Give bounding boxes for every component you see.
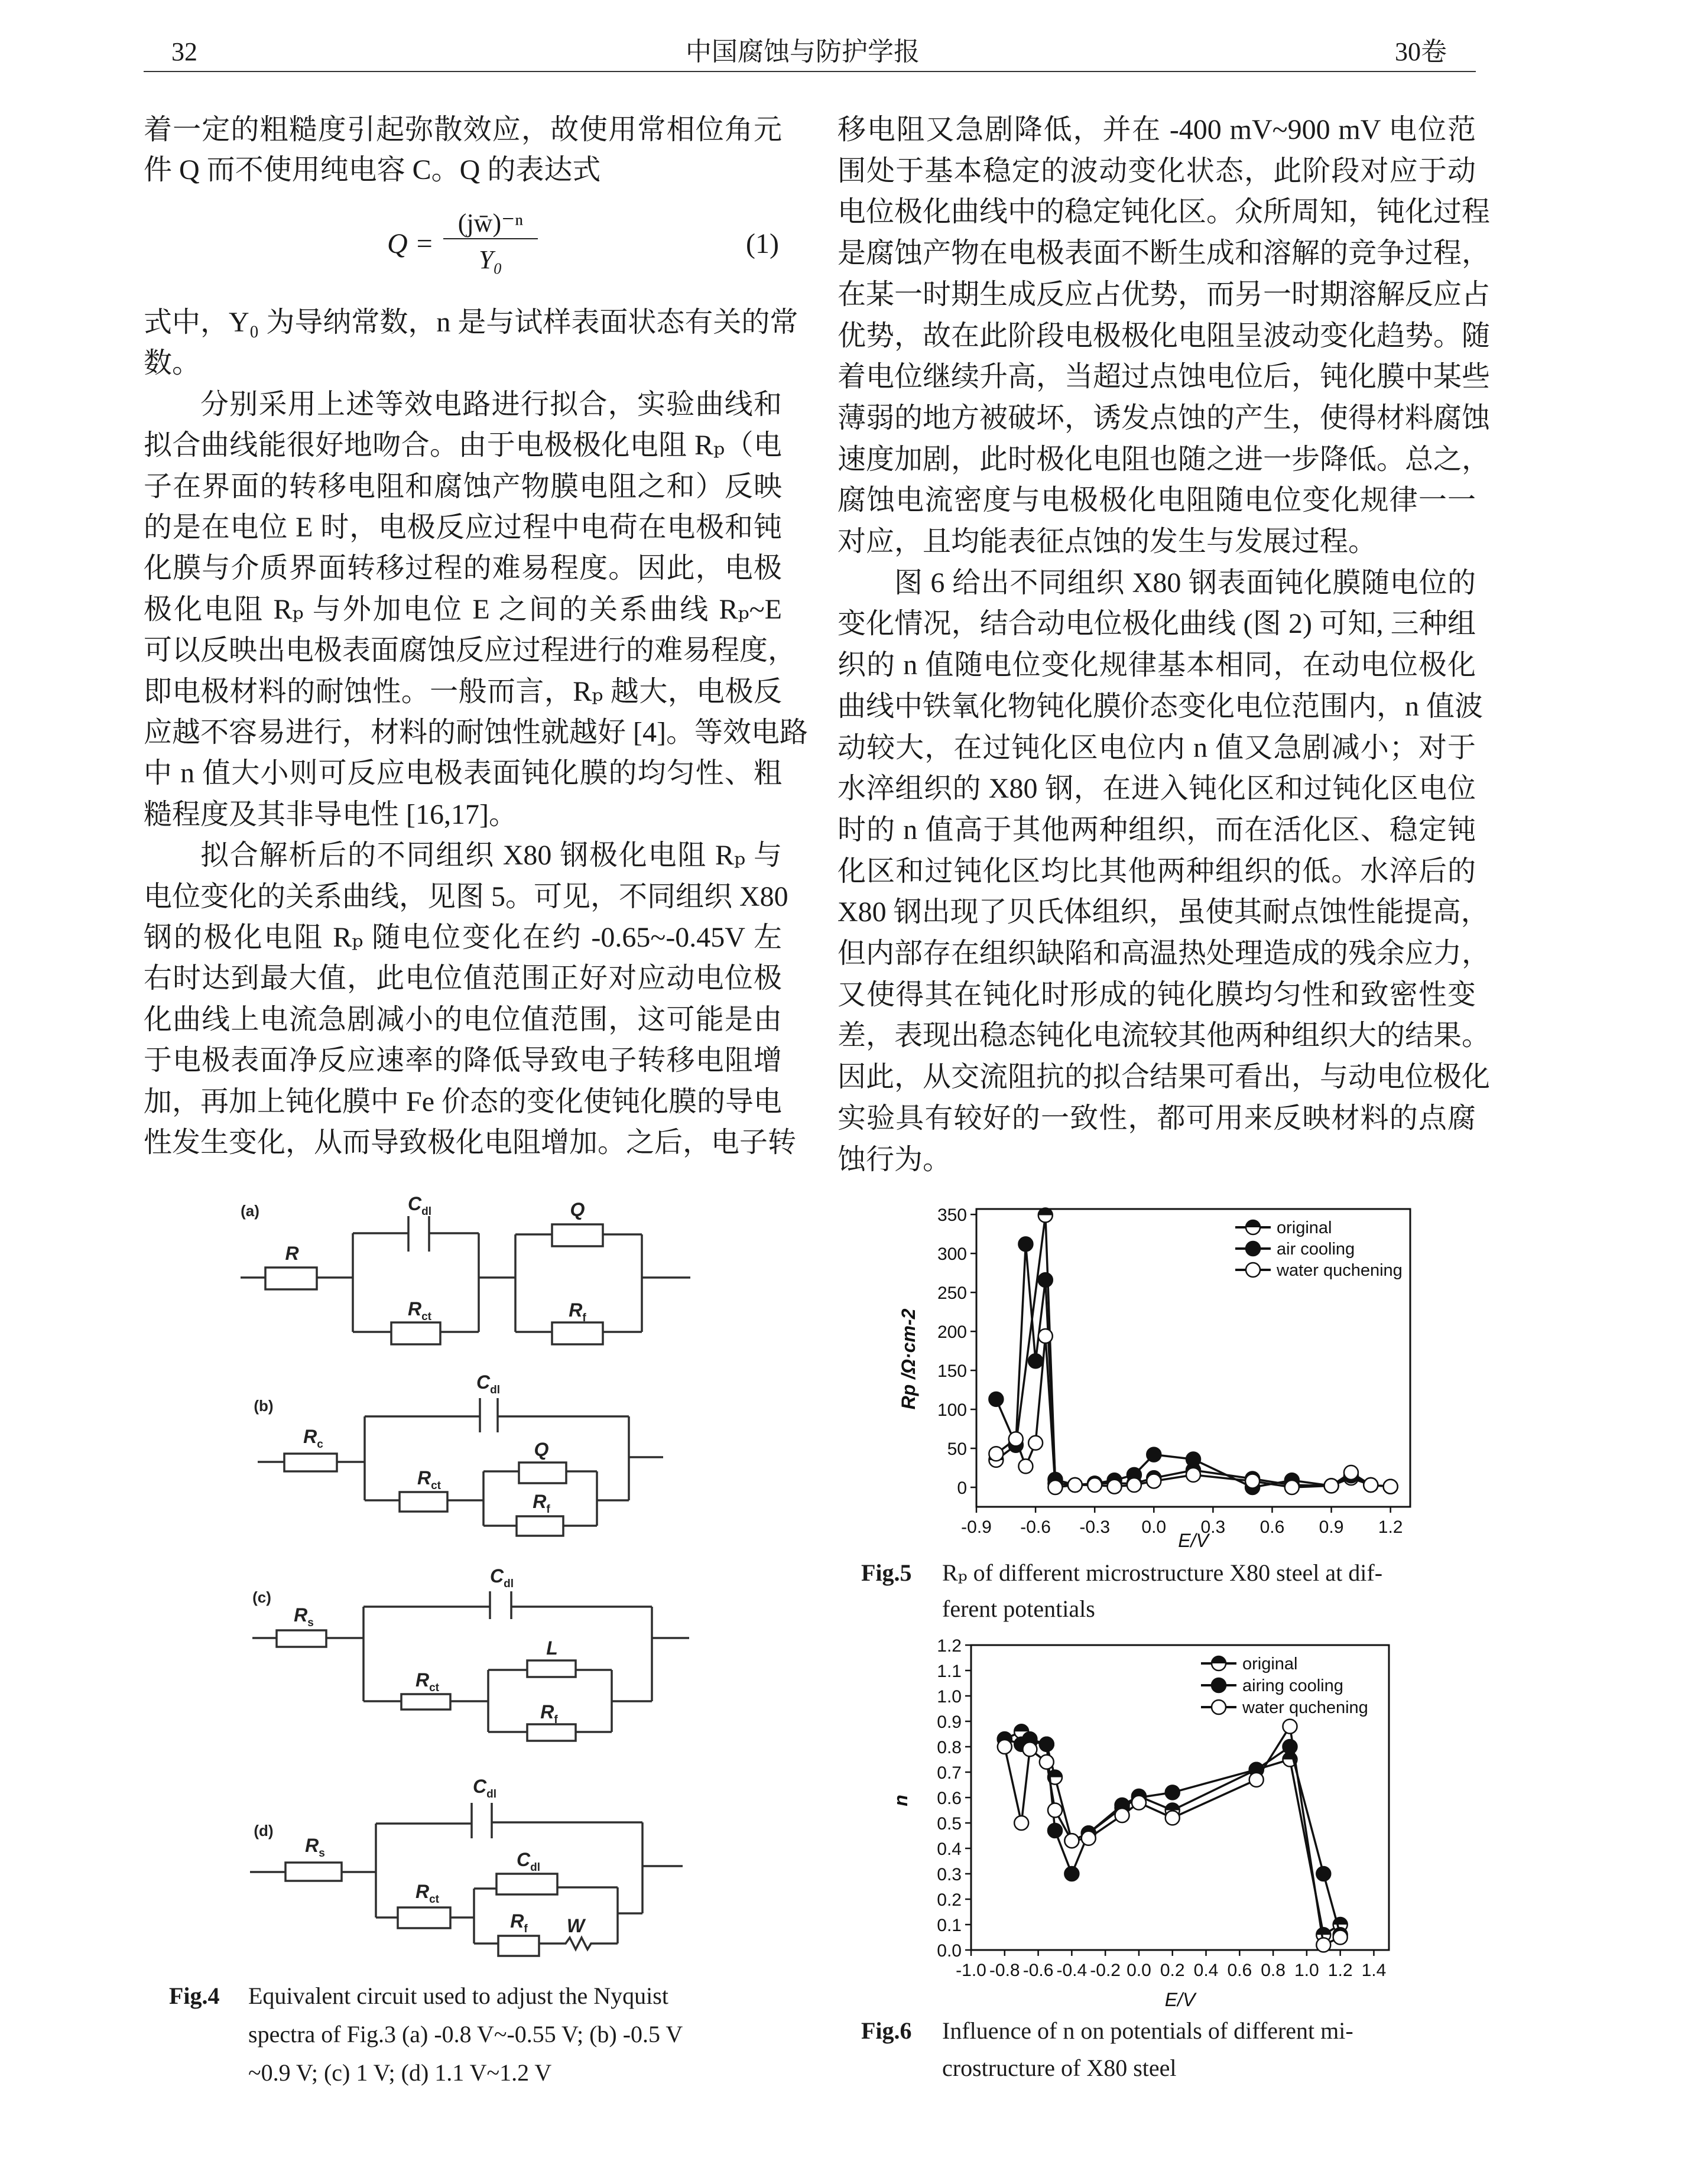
text-line: 实验具有较好的一致性，都可用来反映材料的点腐 — [837, 1102, 1476, 1134]
panel-label: (d) — [254, 1822, 274, 1840]
data-point — [1082, 1831, 1096, 1845]
x-tick-label: 0.8 — [1261, 1961, 1286, 1980]
x-tick-label: 0.6 — [1227, 1961, 1252, 1980]
text-line: 水淬组织的 X80 钢，在进入钝化区和过钝化区电位 — [837, 773, 1476, 805]
data-point — [1147, 1474, 1161, 1488]
label-subscript: s — [319, 1847, 325, 1860]
text-line: 图 6 给出不同组织 X80 钢表面钝化膜随电位的 — [894, 567, 1476, 599]
chart-5 — [898, 1205, 1410, 1551]
data-point — [1040, 1755, 1054, 1769]
text-line: 拟合曲线能很好地吻合。由于电极极化电阻 Rₚ（电 — [144, 430, 782, 462]
data-point — [1186, 1468, 1200, 1482]
label-main: R — [417, 1467, 431, 1488]
label-main: C — [490, 1565, 504, 1587]
data-point — [1384, 1480, 1398, 1494]
data-point — [1212, 1678, 1226, 1692]
label-main: R — [540, 1701, 554, 1722]
label-main: R — [415, 1669, 430, 1691]
data-point — [1048, 1480, 1062, 1494]
x-tick-label: -0.2 — [1090, 1961, 1121, 1980]
y-tick-label: 350 — [937, 1205, 967, 1226]
legend-item — [1235, 1261, 1403, 1280]
data-point — [1127, 1478, 1141, 1492]
label-main: R — [305, 1835, 319, 1856]
fig6-caption-line: crostructure of X80 steel — [942, 2055, 1177, 2081]
x-tick-label: -0.6 — [1022, 1961, 1054, 1980]
text-line: 的是在电位 E 时，电极反应过程中电荷在电极和钝 — [144, 512, 782, 543]
equation-lhs: Q = — [387, 228, 434, 259]
legend-label: original — [1277, 1218, 1332, 1237]
data-point — [1212, 1700, 1226, 1714]
label-subscript: f — [524, 1923, 528, 1935]
y-tick-label: 300 — [937, 1244, 967, 1265]
data-point — [1245, 1474, 1259, 1488]
equation-number: (1) — [746, 228, 779, 259]
y-tick-label: 50 — [947, 1439, 967, 1460]
label-subscript: ct — [431, 1480, 442, 1492]
data-point — [1038, 1329, 1053, 1343]
x-axis-label: E/V — [1164, 1989, 1196, 2010]
y-tick-label: 0.4 — [937, 1840, 962, 1859]
data-point — [1068, 1478, 1082, 1492]
data-point — [1364, 1478, 1378, 1492]
text-line: 但内部存在组织缺陷和高温热处理造成的残余应力， — [837, 938, 1491, 969]
y-tick-label: 0.9 — [937, 1712, 962, 1732]
text-line: 薄弱的地方被破坏，诱发点蚀的产生，使得材料腐蚀 — [837, 402, 1491, 434]
legend-item — [1201, 1698, 1368, 1717]
data-point — [1018, 1237, 1033, 1251]
data-point — [1333, 1930, 1348, 1945]
data-point — [1283, 1720, 1297, 1734]
legend-label: water quchening — [1242, 1698, 1368, 1717]
text-line: 子在界面的转移电阻和腐蚀产物膜电阻之和）反映 — [144, 470, 782, 502]
x-tick-label: 0.3 — [1200, 1517, 1226, 1537]
label-main: L — [546, 1637, 558, 1659]
label-main: R — [303, 1426, 317, 1447]
fig4-caption-line: Equivalent circuit used to adjust the Nyquist — [248, 1982, 668, 2009]
equation-denominator: Y₀ — [479, 245, 502, 274]
panel-label: (b) — [254, 1397, 274, 1415]
page-number: 32 — [171, 37, 197, 66]
fig6-caption-label: Fig.6 — [861, 2017, 912, 2044]
text-line: 极化电阻 Rₚ 与外加电位 E 之间的关系曲线 Rₚ~E — [144, 593, 782, 625]
panel-label: (c) — [252, 1588, 271, 1606]
x-tick-label: 1.2 — [1378, 1517, 1403, 1537]
data-point — [1028, 1436, 1043, 1450]
journal-title: 中国腐蚀与防护学报 — [686, 37, 920, 66]
text-line: 因此，从交流阻抗的拟合结果可看出，与动电位极化 — [837, 1061, 1491, 1093]
fig4-caption-line: ~0.9 V; (c) 1 V; (d) 1.1 V~1.2 V — [248, 2059, 552, 2086]
text-line: 着电位继续升高，当超过点蚀电位后，钝化膜中某些 — [837, 361, 1491, 393]
data-point — [1246, 1263, 1260, 1277]
text-line: 蚀行为。 — [837, 1143, 952, 1175]
text-line: 糙程度及其非导电性 [16,17]。 — [144, 798, 517, 830]
volume-label: 30卷 — [1395, 37, 1447, 66]
data-point — [1166, 1785, 1180, 1799]
data-point — [1028, 1354, 1043, 1368]
label-main: Q — [534, 1439, 549, 1460]
fig4-caption-line: spectra of Fig.3 (a) -0.8 V~-0.55 V; (b) -0.5 V — [248, 2021, 683, 2048]
x-tick-label: 0.0 — [1127, 1961, 1151, 1980]
data-point — [1246, 1242, 1260, 1256]
y-tick-label: 0.7 — [937, 1763, 962, 1783]
text-line: 差，表现出稳态钝化电流较其他两种组织大的结果。 — [837, 1020, 1491, 1052]
label-subscript: ct — [429, 1893, 440, 1906]
fig6-caption-line: Influence of n on potentials of different mi- — [942, 2017, 1353, 2044]
y-tick-label: 0.5 — [937, 1814, 962, 1834]
fig5-caption-label: Fig.5 — [861, 1559, 912, 1586]
text-line: 式中，Y₀ 为导纳常数，n 是与试样表面状态有关的常 — [144, 307, 798, 338]
data-point — [1018, 1459, 1033, 1473]
fig5-caption-line: Rₚ of different microstructure X80 steel at dif- — [942, 1559, 1383, 1586]
label-subscript: c — [317, 1438, 323, 1451]
text-line: 性发生变化，从而导致极化电阻增加。之后，电子转 — [144, 1127, 797, 1158]
legend-item — [1201, 1655, 1298, 1673]
text-line: X80 钢出现了贝氏体组织，虽使其耐点蚀性能提高， — [837, 896, 1489, 928]
legend-label: water quchening — [1277, 1261, 1403, 1280]
text-line: 化膜与介质界面转移过程的难易程度。因此，电极 — [144, 552, 782, 584]
x-axis-label: E/V — [1178, 1530, 1209, 1551]
text-line: 化区和过钝化区均比其他两种组织的低。水淬后的 — [837, 855, 1476, 887]
data-point — [1048, 1824, 1062, 1838]
x-tick-label: 1.2 — [1327, 1961, 1353, 1980]
y-tick-label: 1.0 — [937, 1687, 962, 1707]
text-line: 腐蚀电流密度与电极极化电阻随电位变化规律一一 — [837, 485, 1476, 516]
data-point — [1009, 1432, 1023, 1446]
legend-item — [1235, 1218, 1332, 1237]
label-main: R — [415, 1881, 430, 1902]
text-line: 着一定的粗糙度引起弥散效应，故使用常相位角元 — [144, 114, 782, 145]
data-point — [998, 1740, 1012, 1754]
y-tick-label: 200 — [937, 1322, 967, 1343]
data-point — [1064, 1834, 1079, 1848]
data-point — [1038, 1273, 1053, 1287]
y-tick-label: 0.2 — [937, 1890, 962, 1910]
text-line: 动较大，在过钝化区电位内 n 值又急剧减小；对于 — [837, 732, 1476, 763]
text-line: 曲线中铁氧化物钝化膜价态变化电位范围内，n 值波 — [837, 690, 1484, 722]
y-tick-label: 250 — [937, 1283, 967, 1304]
equation-numerator: (jw̄)⁻ⁿ — [443, 208, 538, 239]
text-line: 可以反映出电极表面腐蚀反应过程进行的难易程度， — [144, 635, 797, 667]
data-point — [989, 1392, 1003, 1406]
text-line: 加，再加上钝化膜中 Fe 价态的变化使钝化膜的导电 — [144, 1086, 783, 1117]
text-line: 织的 n 值随电位变化规律基本相同，在动电位极化 — [837, 649, 1476, 681]
data-point — [1283, 1740, 1297, 1754]
data-point — [1285, 1480, 1299, 1494]
data-point — [1014, 1816, 1028, 1830]
y-tick-label: 0.8 — [937, 1738, 962, 1757]
x-tick-label: 0.9 — [1319, 1517, 1344, 1537]
x-tick-label: -0.8 — [989, 1961, 1020, 1980]
label-subscript: ct — [429, 1682, 440, 1694]
data-point — [1186, 1452, 1200, 1467]
text-line: 于电极表面净反应速率的降低导致电子转移电阻增 — [144, 1045, 782, 1077]
data-point — [1344, 1465, 1358, 1480]
label-main: R — [294, 1604, 308, 1626]
data-point — [1325, 1478, 1339, 1493]
y-tick-label: 0.3 — [937, 1865, 962, 1884]
text-line: 电位极化曲线中的稳定钝化区。众所周知，钝化过程 — [837, 196, 1491, 228]
y-tick-label: 1.2 — [937, 1636, 962, 1656]
x-tick-label: -0.9 — [961, 1517, 992, 1537]
data-point — [1115, 1808, 1129, 1822]
data-point — [989, 1447, 1003, 1461]
text-line: 中 n 值大小则可反应电极表面钝化膜的均匀性、粗 — [144, 758, 782, 789]
x-tick-label: 1.4 — [1361, 1961, 1387, 1980]
data-point — [1048, 1803, 1062, 1818]
fig5-caption-line: ferent potentials — [942, 1595, 1095, 1622]
y-tick-label: 0 — [957, 1478, 967, 1499]
label-main: C — [476, 1372, 491, 1393]
text-line: 时的 n 值高于其他两种组织，而在活化区、稳定钝 — [837, 814, 1476, 846]
label-subscript: s — [307, 1617, 314, 1629]
text-line: 右时达到最大值，此电位值范围正好对应动电位极 — [144, 963, 782, 994]
x-tick-label: 0.6 — [1259, 1517, 1285, 1537]
label-main: R — [533, 1491, 547, 1512]
y-tick-label: 0.1 — [937, 1916, 962, 1935]
fig5-caption — [861, 1555, 912, 1591]
text-line: 应越不容易进行，材料的耐蚀性就越好 [4]。等效电路 — [144, 717, 808, 748]
legend-label: air cooling — [1277, 1240, 1355, 1259]
data-point — [1316, 1867, 1330, 1881]
label-subscript: dl — [421, 1205, 431, 1218]
series-line — [996, 1244, 1390, 1487]
text-line: 对应，且均能表征点蚀的发生与发展过程。 — [837, 526, 1377, 557]
fig6-caption — [861, 2013, 912, 2049]
x-tick-label: -0.4 — [1056, 1961, 1088, 1980]
y-tick-label: 0.0 — [937, 1941, 962, 1961]
data-point — [1108, 1480, 1122, 1494]
text-line: 电位变化的关系曲线，见图 5。可见，不同组织 X80 — [144, 880, 788, 912]
data-point — [1132, 1796, 1146, 1810]
text-line: 变化情况，结合动电位极化曲线 (图 2) 可知, 三种组 — [837, 608, 1476, 640]
x-tick-label: 0.2 — [1160, 1961, 1185, 1980]
legend-item — [1201, 1676, 1343, 1695]
label-main: C — [408, 1194, 422, 1214]
label-subscript: f — [546, 1503, 550, 1516]
text-line: 即电极材料的耐蚀性。一般而言，Rₚ 越大，电极反 — [144, 675, 782, 707]
text-line: 围处于基本稳定的波动变化状态，此阶段对应于动 — [837, 155, 1476, 187]
legend-label: original — [1242, 1655, 1298, 1673]
label-subscript: dl — [530, 1861, 540, 1874]
text-line: 速度加剧，此时极化电阻也随之进一步降低。总之， — [837, 443, 1491, 475]
label-main: C — [473, 1776, 487, 1797]
data-point — [1088, 1478, 1102, 1492]
text-line: 优势，故在此阶段电极极化电阻呈波动变化趋势。随 — [837, 320, 1491, 352]
x-tick-label: -0.3 — [1079, 1517, 1111, 1537]
y-tick-label: 100 — [937, 1400, 967, 1421]
data-point — [1166, 1811, 1180, 1825]
y-tick-label: 1.1 — [937, 1662, 962, 1681]
text-line: 数。 — [144, 347, 201, 379]
x-tick-label: 0.4 — [1193, 1961, 1219, 1980]
y-tick-label: 0.6 — [937, 1789, 962, 1808]
text-line: 在某一时期生成反应占优势，而另一时期溶解反应占 — [837, 278, 1491, 310]
label-subscript: dl — [490, 1384, 500, 1396]
panel-label: (a) — [241, 1202, 259, 1220]
text-line: 化曲线上电流急剧减小的电位值范围，这可能是由 — [144, 1003, 782, 1035]
data-point — [1249, 1773, 1264, 1787]
y-axis-label: Rp /Ω·cm-2 — [898, 1308, 919, 1410]
text-line: 件 Q 而不使用纯电容 C。Q 的表达式 — [144, 154, 601, 186]
label-main: R — [285, 1243, 299, 1264]
text-line: 钢的极化电阻 Rₚ 随电位变化在约 -0.65~-0.45V 左 — [144, 922, 782, 953]
chart-6 — [890, 1636, 1389, 2010]
label-subscript: f — [554, 1714, 558, 1726]
legend-label: airing cooling — [1242, 1676, 1343, 1695]
data-point — [1064, 1867, 1079, 1881]
label-main: R — [569, 1299, 583, 1321]
data-point — [1316, 1938, 1330, 1952]
data-point — [1147, 1448, 1161, 1462]
x-tick-label: -0.6 — [1020, 1517, 1051, 1537]
fig4-caption-label: Fig.4 — [169, 1982, 220, 2009]
label-main: R — [510, 1910, 524, 1932]
label-subscript: ct — [421, 1311, 432, 1323]
label-subscript: dl — [486, 1788, 496, 1800]
x-tick-label: 1.0 — [1294, 1961, 1319, 1980]
label-main: R — [407, 1298, 422, 1320]
label-main: Q — [570, 1199, 585, 1220]
label-main: W — [566, 1915, 585, 1936]
text-line: 移电阻又急剧降低，并在 -400 mV~900 mV 电位范 — [837, 114, 1476, 145]
data-point — [1022, 1742, 1037, 1756]
data-point — [1040, 1737, 1054, 1751]
legend-item — [1235, 1240, 1355, 1259]
label-subscript: dl — [504, 1578, 514, 1590]
text-line: 分别采用上述等效电路进行拟合，实验曲线和 — [200, 388, 782, 420]
y-tick-label: 150 — [937, 1361, 967, 1382]
x-tick-label: 0.0 — [1141, 1517, 1167, 1537]
text-line: 又使得其在钝化时形成的钝化膜均匀性和致密性变 — [837, 979, 1476, 1010]
text-line: 拟合解析后的不同组织 X80 钢极化电阻 Rₚ 与 — [200, 840, 782, 872]
label-subscript: f — [582, 1312, 586, 1324]
y-axis-label: n — [890, 1795, 911, 1806]
text-line: 是腐蚀产物在电极表面不断生成和溶解的竞争过程， — [837, 238, 1491, 269]
label-main: C — [517, 1849, 531, 1870]
x-tick-label: -1.0 — [956, 1961, 986, 1980]
